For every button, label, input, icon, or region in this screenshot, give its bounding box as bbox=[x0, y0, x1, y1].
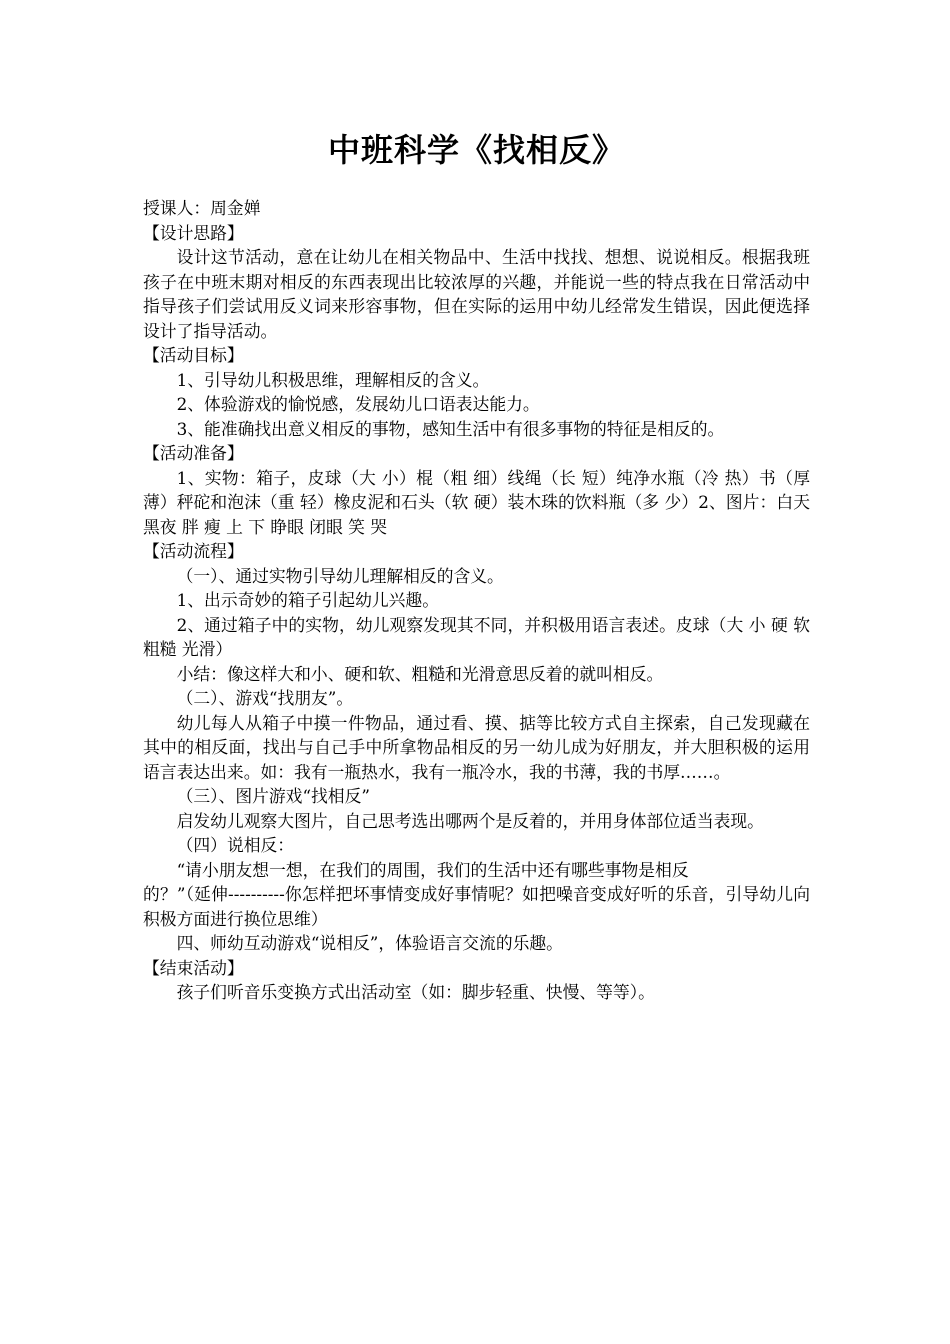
goal-item: 3、能准确找出意义相反的事物，感知生活中有很多事物的特征是相反的。 bbox=[176, 418, 725, 439]
prep-paragraph: 1、实物：箱子，皮球（大 小）棍（粗 细）线绳（长 短）纯净水瓶（冷 热）书（厚 薄）秤砣和泡沫（重 轻）橡皮泥和石头（软 硬）装木珠的饮料瓶（多 少）2、图片：白天 黑夜 胖 瘦 上 下 睁眼 闭眼 笑 哭 bbox=[143, 467, 810, 537]
document-body bbox=[143, 196, 810, 1005]
design-paragraph: 设计这节活动，意在让幼儿在相关物品中、生活中找找、想想、说说相反。根据我班孩子在中班末期对相反的东西表现出比较浓厚的兴趣，并能说一些的特点我在日常活动中指导孩子们尝试用反义词来形容事物，但在实际的运用中幼儿经常发生错误，因此便选择设计了指导活动。 bbox=[143, 247, 810, 341]
goal-item: 2、体验游戏的愉悦感，发展幼儿口语表达能力。 bbox=[176, 394, 540, 414]
end-heading: 【结束活动】 bbox=[143, 957, 244, 978]
flow-quote-continuation: 的？”（延伸----------你怎样把坏事情变成好事情呢？如把噪音变成好听的乐音，引导幼儿向积极方面进行换位思维） bbox=[143, 884, 810, 929]
flow-step: 四、师幼互动游戏“说相反”，体验语言交流的乐趣。 bbox=[176, 933, 563, 953]
document-title: 中班科学《找相反》 bbox=[327, 131, 625, 169]
flow-step: （一）、通过实物引导幼儿理解相反的含义。 bbox=[176, 565, 504, 586]
flow-paragraph: 启发幼儿观察大图片，自己思考选出哪两个是反着的，并用身体部位适当表现。 bbox=[176, 810, 764, 831]
flow-step: 1、出示奇妙的箱子引起幼儿兴趣。 bbox=[176, 590, 439, 610]
flow-step: （四）说相反： bbox=[176, 835, 295, 855]
end-paragraph: 孩子们听音乐变换方式出活动室（如：脚步轻重、快慢、等等）。 bbox=[176, 982, 655, 1002]
flow-step: 2、通过箱子中的实物，幼儿观察发现其不同，并积极用语言表述。皮球（大 小 硬 软 粗糙 光滑） bbox=[143, 614, 810, 659]
goal-item: 1、引导幼儿积极思维，理解相反的含义。 bbox=[176, 369, 490, 390]
flow-quote-line: “请小朋友想一想，在我们的周围，我们的生活中还有哪些事物是相反 bbox=[176, 859, 689, 880]
prep-heading: 【活动准备】 bbox=[143, 443, 244, 463]
flow-step: （二）、游戏“找朋友”。 bbox=[176, 688, 354, 708]
flow-summary: 小结：像这样大和小、硬和软、粗糙和光滑意思反着的就叫相反。 bbox=[176, 663, 664, 684]
design-heading: 【设计思路】 bbox=[143, 222, 244, 243]
flow-step: （三）、图片游戏“找相反” bbox=[176, 786, 370, 806]
goals-heading: 【活动目标】 bbox=[143, 345, 244, 365]
flow-heading: 【活动流程】 bbox=[143, 541, 244, 561]
teacher-line: 授课人：周金婵 bbox=[143, 198, 261, 218]
flow-paragraph: 幼儿每人从箱子中摸一件物品，通过看、摸、掂等比较方式自主探索，自己发现藏在其中的相反面，找出与自己手中所拿物品相反的另一幼儿成为好朋友，并大胆积极的运用语言表达出来。如：我有一瓶热水，我有一瓶冷水，我的书薄，我的书厚……。 bbox=[143, 712, 810, 782]
